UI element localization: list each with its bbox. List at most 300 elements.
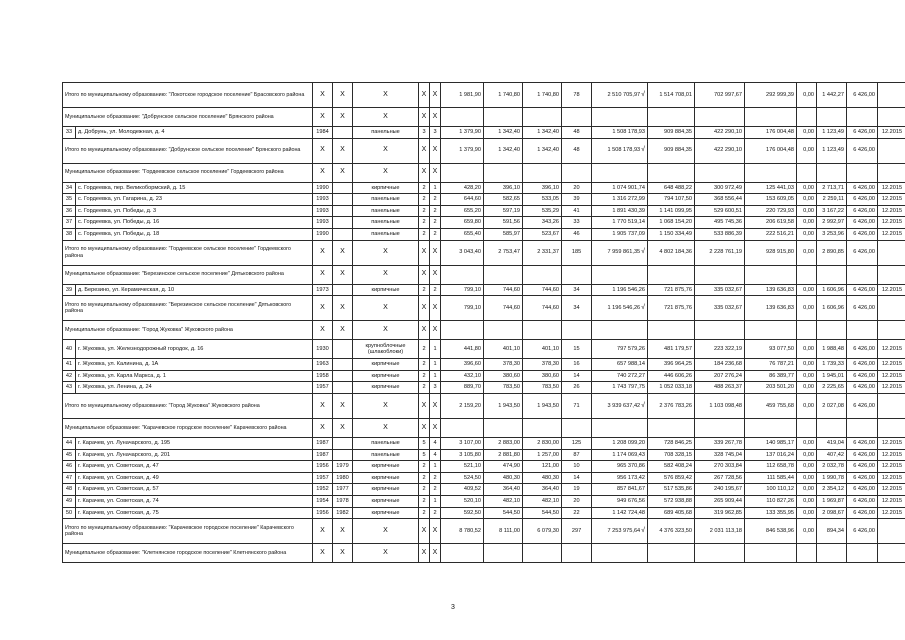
empty-cell <box>441 321 484 340</box>
area-total-cell: 1 379,90 <box>441 138 484 163</box>
total-label-cell: Итого по муниципальному образованию: "Город Жуковка" Жуковского района <box>63 393 313 418</box>
x-mark-cell: X <box>430 265 441 284</box>
area-cell: 441,80 <box>441 340 484 359</box>
residents-cell: 39 <box>562 194 592 206</box>
check-mark-icon: √ <box>641 303 646 311</box>
x-mark-cell: X <box>313 393 333 418</box>
funding-cell: 488 263,37 <box>695 382 745 394</box>
row-number-cell: 34 <box>63 182 76 194</box>
address-cell: д. Березино, ул. Керамическая, д. 10 <box>76 284 313 296</box>
row-number-cell: 46 <box>63 461 76 473</box>
address-cell: с. Гордеевка, ул. Победы, д. 16 <box>76 217 313 229</box>
row-number-cell: 39 <box>63 284 76 296</box>
year-commissioned-cell <box>333 205 353 217</box>
limit-cost-cell: 6 426,00 <box>847 472 878 484</box>
funding-cell: 76 787,21 <box>745 359 797 371</box>
funding-cell: 223 322,19 <box>695 340 745 359</box>
x-mark-cell: X <box>419 544 430 563</box>
x-mark-cell: X <box>313 83 333 108</box>
funding-cell: 112 658,78 <box>745 461 797 473</box>
row-number-cell: 42 <box>63 370 76 382</box>
building-row <box>63 284 905 296</box>
address-cell: г. Карачев, ул. Советская, д. 49 <box>76 472 313 484</box>
area-cell: 1 379,90 <box>441 127 484 139</box>
entrances-cell: 3 <box>430 382 441 394</box>
empty-cell <box>695 163 745 182</box>
x-mark-cell: X <box>333 321 353 340</box>
empty-cell <box>847 321 878 340</box>
row-number-cell: 43 <box>63 382 76 394</box>
x-mark-cell: X <box>313 163 333 182</box>
area-cell: 3 105,80 <box>441 449 484 461</box>
empty-cell <box>817 418 847 437</box>
year-commissioned-cell: 1980 <box>333 472 353 484</box>
total-label-cell: Итого по муниципальному образованию: "Карачевское городское поселение" Карачевского района <box>63 519 313 544</box>
empty-cell <box>523 163 562 182</box>
total-cost-cell: 956 173,42 <box>592 472 648 484</box>
funding-cell: 0,00 <box>797 194 817 206</box>
funding-cell: 86 389,77 <box>745 370 797 382</box>
deadline-cell: 12.2015 <box>878 472 905 484</box>
year-built-cell: 1958 <box>313 370 333 382</box>
residents-total-cell: 297 <box>562 519 592 544</box>
funding-total-cell: 0,00 <box>797 393 817 418</box>
municipality-header-row <box>63 163 905 182</box>
x-mark-cell: X <box>419 163 430 182</box>
residents-cell: 34 <box>562 284 592 296</box>
funding-cell: 1 052 033,18 <box>648 382 695 394</box>
empty-cell <box>562 321 592 340</box>
empty-cell <box>797 544 817 563</box>
x-mark-cell: X <box>353 138 419 163</box>
area-total-cell: 799,10 <box>441 296 484 321</box>
limit-cost-cell: 6 426,00 <box>847 228 878 240</box>
deadline-cell <box>878 240 905 265</box>
x-mark-cell: X <box>419 265 430 284</box>
x-mark-cell: X <box>353 265 419 284</box>
empty-cell <box>797 265 817 284</box>
empty-cell <box>484 418 523 437</box>
funding-cell: 1 068 154,20 <box>648 217 695 229</box>
limit-cost-cell: 6 426,00 <box>847 437 878 449</box>
empty-cell <box>695 108 745 127</box>
unit-cost-total-cell: 2 890,85 <box>817 240 847 265</box>
municipality-header-row <box>63 265 905 284</box>
deadline-cell <box>878 519 905 544</box>
funding-cell: 0,00 <box>797 507 817 519</box>
empty-cell <box>878 265 905 284</box>
area-cell: 480,30 <box>484 472 523 484</box>
check-mark-icon: √ <box>641 526 646 534</box>
residents-cell: 87 <box>562 449 592 461</box>
area-cell: 744,60 <box>484 284 523 296</box>
area-total-cell: 1 740,80 <box>484 83 523 108</box>
x-mark-cell: X <box>333 265 353 284</box>
row-number-cell: 49 <box>63 495 76 507</box>
municipality-header-row <box>63 108 905 127</box>
limit-cost-total-cell: 6 426,00 <box>847 240 878 265</box>
limit-cost-cell: 6 426,00 <box>847 127 878 139</box>
residents-cell: 22 <box>562 507 592 519</box>
funding-total-cell: 176 004,48 <box>745 138 797 163</box>
floors-cell: 2 <box>419 205 430 217</box>
building-row <box>63 182 905 194</box>
address-cell: г. Карачев, ул. Советская, д. 74 <box>76 495 313 507</box>
total-cost-cell: 1 316 272,99 <box>592 194 648 206</box>
address-cell: с. Гордеевка, пер. Великобормский, д. 15 <box>76 182 313 194</box>
area-total-cell: 744,60 <box>523 296 562 321</box>
x-mark-cell: X <box>419 240 430 265</box>
empty-cell <box>745 544 797 563</box>
area-cell: 744,60 <box>523 284 562 296</box>
wall-material-cell: кирпичные <box>353 461 419 473</box>
empty-cell <box>592 544 648 563</box>
empty-cell <box>878 544 905 563</box>
unit-cost-cell: 2 032,78 <box>817 461 847 473</box>
empty-cell <box>648 321 695 340</box>
unit-cost-cell: 1 988,48 <box>817 340 847 359</box>
funding-cell: 0,00 <box>797 495 817 507</box>
total-cost-cell: 1 508 178,93 <box>592 127 648 139</box>
deadline-cell: 12.2015 <box>878 382 905 394</box>
limit-cost-cell: 6 426,00 <box>847 284 878 296</box>
building-row <box>63 370 905 382</box>
year-commissioned-cell: 1979 <box>333 461 353 473</box>
limit-cost-cell: 6 426,00 <box>847 359 878 371</box>
funding-cell: 206 619,58 <box>745 217 797 229</box>
area-cell: 585,97 <box>484 228 523 240</box>
year-commissioned-cell <box>333 382 353 394</box>
residents-cell: 125 <box>562 437 592 449</box>
year-commissioned-cell <box>333 437 353 449</box>
total-cost-cell: 7 959 861,35√ <box>592 240 648 265</box>
deadline-cell: 12.2015 <box>878 127 905 139</box>
residents-cell: 20 <box>562 495 592 507</box>
x-mark-cell: X <box>419 138 430 163</box>
municipality-label-cell: Муниципальное образование: "Клетнянское городское поселение" Клетнянского района <box>63 544 313 563</box>
floors-cell: 2 <box>419 182 430 194</box>
funding-cell: 0,00 <box>797 182 817 194</box>
area-cell: 396,10 <box>484 182 523 194</box>
funding-cell: 207 276,24 <box>695 370 745 382</box>
limit-cost-cell: 6 426,00 <box>847 340 878 359</box>
total-cost-cell: 1 891 430,39 <box>592 205 648 217</box>
limit-cost-cell: 6 426,00 <box>847 217 878 229</box>
area-cell: 655,20 <box>441 205 484 217</box>
empty-cell <box>745 418 797 437</box>
area-cell: 799,10 <box>441 284 484 296</box>
address-cell: г. Жуковка, ул. Карла Маркса, д. 1 <box>76 370 313 382</box>
municipality-total-row <box>63 83 905 108</box>
housing-repair-table <box>62 82 905 563</box>
funding-cell: 648 488,22 <box>648 182 695 194</box>
funding-cell: 153 609,05 <box>745 194 797 206</box>
area-cell: 396,10 <box>523 182 562 194</box>
building-row <box>63 205 905 217</box>
x-mark-cell: X <box>333 138 353 163</box>
residents-total-cell: 185 <box>562 240 592 265</box>
x-mark-cell: X <box>419 83 430 108</box>
x-mark-cell: X <box>353 240 419 265</box>
funding-cell: 176 004,48 <box>745 127 797 139</box>
entrances-cell: 2 <box>430 194 441 206</box>
address-cell: г. Карачев, ул. Луначарского, д. 195 <box>76 437 313 449</box>
year-commissioned-cell <box>333 340 353 359</box>
funding-cell: 0,00 <box>797 340 817 359</box>
year-built-cell: 1990 <box>313 182 333 194</box>
x-mark-cell: X <box>313 138 333 163</box>
municipality-total-row <box>63 519 905 544</box>
empty-cell <box>592 108 648 127</box>
address-cell: д. Добрунь, ул. Молодежная, д. 4 <box>76 127 313 139</box>
funding-cell: 396 964,25 <box>648 359 695 371</box>
deadline-cell: 12.2015 <box>878 217 905 229</box>
funding-cell: 125 441,03 <box>745 182 797 194</box>
wall-material-cell: панельные <box>353 228 419 240</box>
deadline-cell: 12.2015 <box>878 484 905 496</box>
row-number-cell: 47 <box>63 472 76 484</box>
deadline-cell: 12.2015 <box>878 507 905 519</box>
unit-cost-cell: 1 739,33 <box>817 359 847 371</box>
entrances-cell: 2 <box>430 507 441 519</box>
year-built-cell: 1993 <box>313 217 333 229</box>
limit-cost-cell: 6 426,00 <box>847 194 878 206</box>
year-built-cell: 1956 <box>313 507 333 519</box>
empty-cell <box>648 544 695 563</box>
unit-cost-cell: 1 123,49 <box>817 127 847 139</box>
unit-cost-cell: 2 713,71 <box>817 182 847 194</box>
area-total-cell: 1 981,90 <box>441 83 484 108</box>
limit-cost-total-cell: 6 426,00 <box>847 393 878 418</box>
x-mark-cell: X <box>430 519 441 544</box>
residents-cell: 48 <box>562 127 592 139</box>
total-cost-cell: 1 905 737,09 <box>592 228 648 240</box>
total-cost-cell: 1 208 099,20 <box>592 437 648 449</box>
floors-cell: 5 <box>419 437 430 449</box>
check-mark-icon: √ <box>641 90 646 98</box>
limit-cost-total-cell: 6 426,00 <box>847 519 878 544</box>
x-mark-cell: X <box>313 519 333 544</box>
total-cost-cell: 1 196 546,26 <box>592 284 648 296</box>
municipality-total-row <box>63 138 905 163</box>
area-cell: 396,60 <box>441 359 484 371</box>
empty-cell <box>695 265 745 284</box>
year-commissioned-cell: 1982 <box>333 507 353 519</box>
unit-cost-cell: 1 990,78 <box>817 472 847 484</box>
funding-cell: 481 179,57 <box>648 340 695 359</box>
x-mark-cell: X <box>313 108 333 127</box>
x-mark-cell: X <box>430 108 441 127</box>
year-commissioned-cell <box>333 217 353 229</box>
unit-cost-cell: 1 945,01 <box>817 370 847 382</box>
limit-cost-cell: 6 426,00 <box>847 461 878 473</box>
funding-total-cell: 2 228 761,19 <box>695 240 745 265</box>
empty-cell <box>847 418 878 437</box>
funding-total-cell: 0,00 <box>797 83 817 108</box>
address-cell: г. Жуковка, ул. Ленина, д. 24 <box>76 382 313 394</box>
municipality-label-cell: Муниципальное образование: "Березинское сельское поселение" Дятьковского района <box>63 265 313 284</box>
municipality-total-row <box>63 296 905 321</box>
funding-cell: 0,00 <box>797 461 817 473</box>
x-mark-cell: X <box>353 108 419 127</box>
total-cost-cell: 857 841,67 <box>592 484 648 496</box>
area-cell: 592,50 <box>441 507 484 519</box>
funding-total-cell: 1 514 708,01 <box>648 83 695 108</box>
floors-cell: 2 <box>419 228 430 240</box>
funding-cell: 1 141 099,95 <box>648 205 695 217</box>
empty-cell <box>562 418 592 437</box>
funding-cell: 708 328,15 <box>648 449 695 461</box>
residents-total-cell: 34 <box>562 296 592 321</box>
area-cell: 380,60 <box>523 370 562 382</box>
funding-cell: 133 355,95 <box>745 507 797 519</box>
x-mark-cell: X <box>353 163 419 182</box>
entrances-cell: 1 <box>430 340 441 359</box>
area-total-cell: 1 943,50 <box>523 393 562 418</box>
municipality-label-cell: Муниципальное образование: "Добрунское сельское поселение" Брянского района <box>63 108 313 127</box>
area-cell: 380,60 <box>484 370 523 382</box>
x-mark-cell: X <box>430 393 441 418</box>
wall-material-cell: кирпичные <box>353 284 419 296</box>
row-number-cell: 44 <box>63 437 76 449</box>
funding-total-cell: 0,00 <box>797 296 817 321</box>
empty-cell <box>745 163 797 182</box>
limit-cost-cell: 6 426,00 <box>847 382 878 394</box>
x-mark-cell: X <box>353 418 419 437</box>
wall-material-cell: кирпичные <box>353 484 419 496</box>
x-mark-cell: X <box>430 138 441 163</box>
floors-cell: 2 <box>419 484 430 496</box>
empty-cell <box>695 544 745 563</box>
funding-total-cell: 422 290,10 <box>695 138 745 163</box>
floors-cell: 2 <box>419 472 430 484</box>
empty-cell <box>484 163 523 182</box>
municipality-total-row <box>63 240 905 265</box>
funding-cell: 909 884,35 <box>648 127 695 139</box>
x-mark-cell: X <box>333 393 353 418</box>
funding-cell: 140 985,17 <box>745 437 797 449</box>
funding-cell: 265 909,44 <box>695 495 745 507</box>
funding-cell: 139 636,83 <box>745 284 797 296</box>
check-mark-icon: √ <box>641 401 646 409</box>
wall-material-cell: панельные <box>353 437 419 449</box>
empty-cell <box>562 108 592 127</box>
empty-cell <box>648 265 695 284</box>
area-cell: 544,50 <box>484 507 523 519</box>
wall-material-cell: кирпичные <box>353 507 419 519</box>
x-mark-cell: X <box>333 83 353 108</box>
address-cell: г. Карачев, ул. Советская, д. 75 <box>76 507 313 519</box>
empty-cell <box>695 321 745 340</box>
funding-cell: 533 886,39 <box>695 228 745 240</box>
x-mark-cell: X <box>333 240 353 265</box>
empty-cell <box>523 108 562 127</box>
funding-total-cell: 0,00 <box>797 519 817 544</box>
entrances-cell: 1 <box>430 495 441 507</box>
building-row <box>63 382 905 394</box>
deadline-cell: 12.2015 <box>878 370 905 382</box>
total-cost-cell: 965 370,86 <box>592 461 648 473</box>
empty-cell <box>797 108 817 127</box>
empty-cell <box>817 163 847 182</box>
total-cost-cell: 1 508 178,93√ <box>592 138 648 163</box>
year-built-cell: 1952 <box>313 484 333 496</box>
x-mark-cell: X <box>353 544 419 563</box>
deadline-cell <box>878 393 905 418</box>
funding-cell: 220 729,93 <box>745 205 797 217</box>
residents-cell: 26 <box>562 382 592 394</box>
building-row <box>63 217 905 229</box>
funding-cell: 689 405,68 <box>648 507 695 519</box>
wall-material-cell: кирпичные <box>353 359 419 371</box>
address-cell: г. Карачев, ул. Советская, д. 47 <box>76 461 313 473</box>
area-total-cell: 2 159,20 <box>441 393 484 418</box>
unit-cost-cell: 407,42 <box>817 449 847 461</box>
total-label-cell: Итого по муниципальному образованию: "Локотское городское поселение" Брасовского района <box>63 83 313 108</box>
funding-cell: 1 150 334,49 <box>648 228 695 240</box>
funding-total-cell: 4 802 184,36 <box>648 240 695 265</box>
total-cost-cell: 2 510 705,97√ <box>592 83 648 108</box>
empty-cell <box>484 321 523 340</box>
funding-cell: 137 016,24 <box>745 449 797 461</box>
area-cell: 1 342,40 <box>484 127 523 139</box>
total-label-cell: Итого по муниципальному образованию: "Добрунское сельское поселение" Брянского района <box>63 138 313 163</box>
empty-cell <box>484 544 523 563</box>
entrances-cell: 2 <box>430 228 441 240</box>
floors-cell: 2 <box>419 217 430 229</box>
entrances-cell: 2 <box>430 217 441 229</box>
funding-total-cell: 0,00 <box>797 138 817 163</box>
building-row <box>63 495 905 507</box>
building-row <box>63 461 905 473</box>
funding-cell: 0,00 <box>797 284 817 296</box>
funding-total-cell: 292 999,39 <box>745 83 797 108</box>
x-mark-cell: X <box>419 418 430 437</box>
municipality-label-cell: Муниципальное образование: "Город Жуковка" Жуковского района <box>63 321 313 340</box>
building-row <box>63 228 905 240</box>
total-cost-cell: 1 743 797,75 <box>592 382 648 394</box>
x-mark-cell: X <box>353 519 419 544</box>
x-mark-cell: X <box>419 321 430 340</box>
residents-cell: 10 <box>562 461 592 473</box>
unit-cost-cell: 2 098,67 <box>817 507 847 519</box>
funding-cell: 728 846,25 <box>648 437 695 449</box>
floors-cell: 2 <box>419 284 430 296</box>
row-number-cell: 33 <box>63 127 76 139</box>
year-commissioned-cell <box>333 284 353 296</box>
wall-material-cell: кирпичные <box>353 472 419 484</box>
empty-cell <box>441 163 484 182</box>
x-mark-cell: X <box>430 544 441 563</box>
floors-cell: 2 <box>419 382 430 394</box>
area-cell: 597,19 <box>484 205 523 217</box>
funding-total-cell: 4 376 323,50 <box>648 519 695 544</box>
empty-cell <box>847 108 878 127</box>
x-mark-cell: X <box>430 83 441 108</box>
area-cell: 783,50 <box>523 382 562 394</box>
residents-total-cell: 48 <box>562 138 592 163</box>
building-row <box>63 194 905 206</box>
funding-total-cell: 1 103 098,48 <box>695 393 745 418</box>
area-total-cell: 1 342,40 <box>484 138 523 163</box>
year-built-cell: 1954 <box>313 495 333 507</box>
unit-cost-total-cell: 1 606,96 <box>817 296 847 321</box>
area-cell: 428,20 <box>441 182 484 194</box>
x-mark-cell: X <box>430 163 441 182</box>
deadline-cell: 12.2015 <box>878 182 905 194</box>
funding-cell: 794 107,50 <box>648 194 695 206</box>
funding-cell: 446 606,26 <box>648 370 695 382</box>
